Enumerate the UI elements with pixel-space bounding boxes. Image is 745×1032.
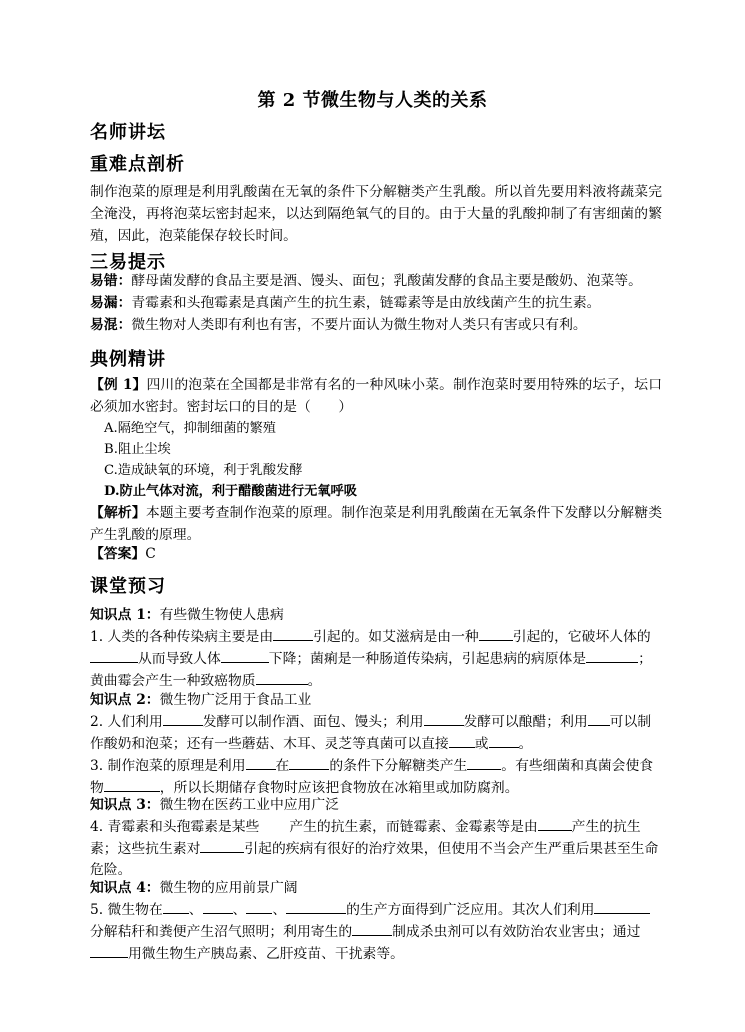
kp-title: 微生物广泛用于食品工业 <box>159 692 312 708</box>
answer-blank[interactable] <box>479 626 513 641</box>
section-preview: 课堂预习 <box>90 576 166 597</box>
question-text: 、 <box>272 902 287 918</box>
answer-blank[interactable] <box>586 648 638 663</box>
tip-label: 易混： <box>90 317 132 333</box>
answer-blank[interactable] <box>286 899 346 914</box>
kp-heading <box>90 878 662 899</box>
answer-blank[interactable] <box>489 733 519 748</box>
question-text: 或 <box>474 736 489 752</box>
answer-blank[interactable] <box>200 838 244 853</box>
question-text: 下降；菌痢是一种肠道传染病，引起患病的病原体是 <box>268 651 587 667</box>
kp-heading <box>90 795 662 816</box>
example-question-text: 四川的泡菜在全国都是非常有名的一种风味小菜。制作泡菜时要用特殊的坛子，坛口必须加水密封。密封坛口的目的是（ ） <box>90 377 663 415</box>
analysis-text: 本题主要考查制作泡菜的原理。制作泡菜是利用乳酸菌在无氧条件下发酵以分解糖类产生乳酸的原理。 <box>90 505 663 543</box>
section-examples: 典例精讲 <box>90 349 166 370</box>
question-text: 发酵可以制作酒、面包、馒头；利用 <box>202 714 424 730</box>
question-text: 。 <box>307 673 322 689</box>
question-text: 、 <box>232 902 247 918</box>
question-text: 4. 青霉素和头孢霉素是某些 <box>90 819 260 835</box>
answer-blank[interactable] <box>104 777 160 792</box>
example-label: 【例 1】 <box>90 377 147 393</box>
example-analysis <box>90 502 662 546</box>
question-text: ；黄曲霉会产生一种致癌物质 <box>90 651 652 689</box>
option-b: B.阻止尘埃 <box>104 442 171 457</box>
example-options <box>90 418 662 502</box>
section-key-analysis: 重难点剖析 <box>90 154 185 175</box>
page-title: 第 2 节微生物与人类的关系 <box>257 90 488 111</box>
question-text: 引起的，它破坏人体的 <box>512 629 651 645</box>
kp-title: 微生物在医药工业中应用广泛 <box>159 797 339 813</box>
question-text: 2. 人们利用 <box>90 714 163 730</box>
question-text: 产生的抗生素；这些抗生素对 <box>90 819 641 857</box>
answer-blank[interactable] <box>289 755 329 770</box>
kp-question-3 <box>90 755 662 799</box>
answer-blank[interactable] <box>273 626 313 641</box>
kp-question-1 <box>90 626 662 692</box>
question-text: 用微生物生产胰岛素、乙肝疫苗、干扰素等。 <box>128 946 404 962</box>
knowledge-point-3 <box>90 795 662 881</box>
example-question <box>90 374 662 418</box>
tip-item <box>90 270 662 292</box>
kp-heading <box>90 605 662 626</box>
answer-blank[interactable] <box>588 711 610 726</box>
option-c: C.造成缺氧的环境，利于乳酸发酵 <box>104 463 303 478</box>
kp-label: 知识点 4： <box>90 880 160 896</box>
kp-question-4 <box>90 816 662 881</box>
answer-blank[interactable] <box>538 816 572 831</box>
kp-label: 知识点 1： <box>90 607 160 623</box>
kp-heading <box>90 690 662 711</box>
answer-blank[interactable] <box>221 648 269 663</box>
option-a: A.隔绝空气，抑制细菌的繁殖 <box>104 421 276 436</box>
answer-blank[interactable] <box>203 899 233 914</box>
question-text: 、 <box>188 902 203 918</box>
question-text: 可以制作酸奶和泡菜；还有一些蘑菇、木耳、灵芝等真菌可以直接 <box>90 714 652 752</box>
example-answer <box>90 543 662 565</box>
analysis-paragraph: 制作泡菜的原理是利用乳酸菌在无氧的条件下分解糖类产生乳酸。所以首先要用料液将蔬菜完全淹没，再将泡菜坛密封起来，以达到隔绝氧气的目的。由于大量的乳酸抑制了有害细菌的繁殖，因此，泡菜能保存较长时间。 <box>90 184 662 244</box>
question-text: 5. 微生物在 <box>90 902 163 918</box>
kp-title: 微生物的应用前景广阔 <box>159 880 298 896</box>
answer-blank[interactable] <box>352 921 392 936</box>
answer-text: C <box>145 546 156 562</box>
tip-text: 微生物对人类即有利也有害，不要片面认为微生物对人类只有害或只有利。 <box>131 317 587 333</box>
answer-blank[interactable] <box>246 755 276 770</box>
question-text: 。 <box>518 736 533 752</box>
tip-text: 青霉素和头孢霉素是真菌产生的抗生素，链霉素等是由放线菌产生的抗生素。 <box>131 295 601 311</box>
tip-item <box>90 314 662 336</box>
option-d: D.防止气体对流，利于醋酸菌进行无氧呼吸 <box>104 484 357 499</box>
question-text: 。有些细菌和真菌会使食物 <box>90 758 654 796</box>
tip-text: 酵母菌发酵的食品主要是酒、馒头、面包；乳酸菌发酵的食品主要是酸奶、泡菜等。 <box>131 273 642 289</box>
question-text: 的生产方面得到广泛应用。其次人们利用 <box>346 902 595 918</box>
question-text: 分解秸秆和粪便产生沼气照明；利用寄生的 <box>90 924 353 940</box>
tip-label: 易错： <box>90 273 132 289</box>
answer-blank[interactable] <box>424 711 464 726</box>
kp-question-5 <box>90 899 662 965</box>
question-text: 在 <box>275 758 290 774</box>
question-text: ，所以长期储存食物时应该把食物放在冰箱里或加防腐剂。 <box>159 780 519 796</box>
knowledge-point-2 <box>90 690 662 799</box>
question-text: 产生的抗生素，而链霉素、金霉素等是由 <box>289 819 538 835</box>
section-three-tips: 三易提示 <box>90 252 166 273</box>
answer-blank[interactable] <box>256 670 308 685</box>
kp-label: 知识点 3： <box>90 797 160 813</box>
answer-label: 【答案】 <box>90 546 146 562</box>
knowledge-point-4 <box>90 878 662 965</box>
tips-list <box>90 270 662 336</box>
answer-blank[interactable] <box>594 899 650 914</box>
question-text: 从而导致人体 <box>138 651 221 667</box>
answer-blank[interactable] <box>246 899 272 914</box>
answer-blank[interactable] <box>90 943 128 958</box>
question-text: 发酵可以酿醋；利用 <box>463 714 588 730</box>
question-text: 引起的疾病有很好的治疗效果，但使用不当会产生严重后果甚至生命危险。 <box>90 841 659 878</box>
answer-blank[interactable] <box>163 899 189 914</box>
question-text: 3. 制作泡菜的原理是利用 <box>90 758 246 774</box>
question-text: 引起的。如艾滋病是由一种 <box>313 629 479 645</box>
tip-label: 易漏： <box>90 295 132 311</box>
knowledge-point-1 <box>90 605 662 692</box>
answer-blank[interactable] <box>163 711 203 726</box>
kp-title: 有些微生物使人患病 <box>159 607 284 623</box>
answer-blank[interactable] <box>90 648 138 663</box>
question-text: 1. 人类的各种传染病主要是由 <box>90 629 274 645</box>
kp-question-2 <box>90 711 662 755</box>
tip-item <box>90 292 662 314</box>
kp-label: 知识点 2： <box>90 692 160 708</box>
answer-blank[interactable] <box>467 755 501 770</box>
section-teacher-forum: 名师讲坛 <box>90 122 166 143</box>
analysis-label: 【解析】 <box>90 505 146 521</box>
question-text: 的条件下分解糖类产生 <box>329 758 468 774</box>
answer-blank[interactable] <box>449 733 475 748</box>
question-text: 制成杀虫剂可以有效防治农业害虫；通过 <box>392 924 641 940</box>
